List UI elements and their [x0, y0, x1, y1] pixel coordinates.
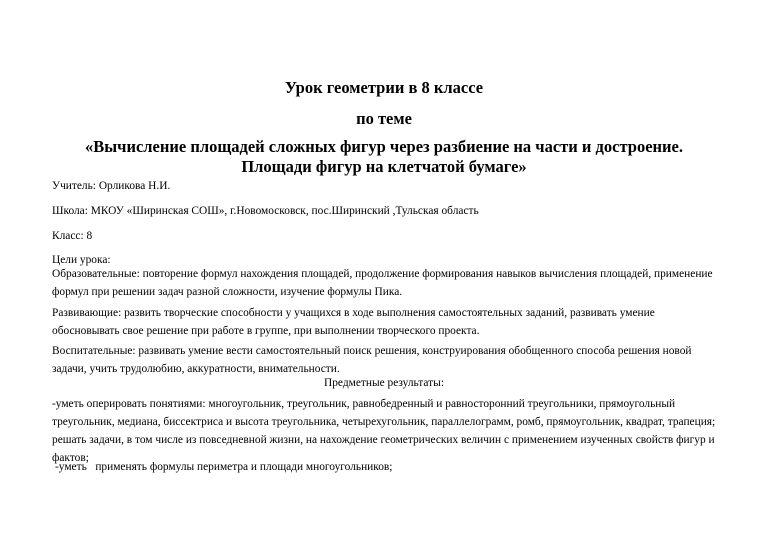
subject-result-item: -уметь оперировать понятиями: многоугольник, треугольник, равнобедренный и равносторонний треугольники, прямоугольный треугольник, медиана, биссектриса и высота треугольника, четырехугольник, параллелограмм, ромб, прямоугольник, квадрат, трапеция; решать задачи, в том числе из повседневной жизни, на нахождение геометрических величин с применением изученных свойств фигур и фактов; [52, 398, 716, 464]
goals-heading: Цели урока: [52, 254, 111, 266]
lesson-title: Урок геометрии в 8 классе [284, 78, 484, 97]
subject-results-heading: Предметные результаты: [324, 377, 444, 389]
lesson-topic-line1: «Вычисление площадей сложных фигур через разбиение на части и достроение. [85, 137, 683, 156]
school-info: Школа: МКОУ «Ширинская СОШ», г.Новомосковск, пос.Ширинский ,Тульская область [52, 205, 479, 217]
developmental-goals: Развивающие: развить творческие способности у учащихся в ходе выполнения самостоятельных заданий, развивать умение обосновывать свое решение при работе в группе, при выполнении творческого проекта. [52, 307, 655, 337]
lesson-topic-label: по теме [356, 109, 412, 128]
subject-result-item: -уметь применять формулы периметра и площади многоугольников; [55, 461, 393, 473]
educational-goals: Образовательные: повторение формул нахождения площадей, продолжение формирования навыков вычисления площадей, применение формул при решении задач разной сложности, изучение формулы Пика. [52, 268, 713, 298]
teacher-info: Учитель: Орликова Н.И. [52, 180, 171, 192]
lesson-topic-line2: Площади фигур на клетчатой бумаге» [241, 157, 527, 176]
class-info: Класс: 8 [52, 230, 93, 242]
upbringing-goals: Воспитательные: развивать умение вести самостоятельный поиск решения, конструирования обобщенного способа решения новой задачи, учить трудолюбию, аккуратности, внимательности. [52, 345, 692, 375]
